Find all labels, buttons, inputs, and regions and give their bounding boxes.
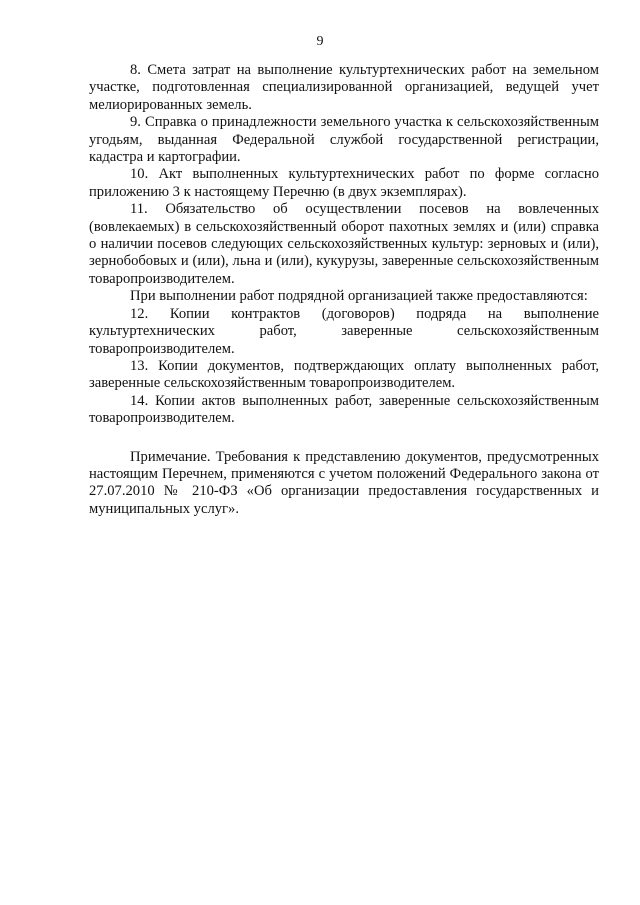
item-8: 8. Смета затрат на выполнение культуртехнических работ на земельном участке, подготовленная специализированной организацией, ведущей учет мелиорированных земель. bbox=[89, 62, 599, 113]
item-11: 11. Обязательство об осуществлении посевов на вовлеченных (вовлекаемых) в сельскохозяйственный оборот пахотных землях и (или) справка о наличии посевов следующих сельскохозяйственных культур: зерновых и (или), зернобобовых и (или), льна и (или), кукурузы, заверенные сельскохозяйственным товаропроизводителем. bbox=[89, 201, 599, 287]
item-10: 10. Акт выполненных культуртехнических работ по форме согласно приложению 3 к настоящему Перечню (в двух экземплярах). bbox=[89, 166, 599, 200]
item-12: 12. Копии контрактов (договоров) подряда на выполнение культуртехнических работ, заверенные сельскохозяйственным товаропроизводителем. bbox=[89, 305, 599, 357]
item-9: 9. Справка о принадлежности земельного участка к сельскохозяйственным угодьям, выданная Федеральной службой государственной регистрации, кадастра и картографии. bbox=[89, 114, 599, 166]
document-body bbox=[89, 62, 599, 518]
note-paragraph: Примечание. Требования к представлению документов, предусмотренных настоящим Перечнем, применяются с учетом положений Федерального закона от 27.07.2010 № 210-ФЗ «Об организации предоставления государственных и муниципальных услуг». bbox=[89, 448, 599, 517]
item-14: 14. Копии актов выполненных работ, заверенные сельскохозяйственным товаропроизводителем. bbox=[89, 392, 599, 427]
page-number: 9 bbox=[316, 34, 324, 49]
contractor-intro: При выполнении работ подрядной организацией также предоставляются: bbox=[130, 288, 588, 305]
item-13: 13. Копии документов, подтверждающих оплату выполненных работ, заверенные сельскохозяйственным товаропроизводителем. bbox=[89, 357, 599, 392]
